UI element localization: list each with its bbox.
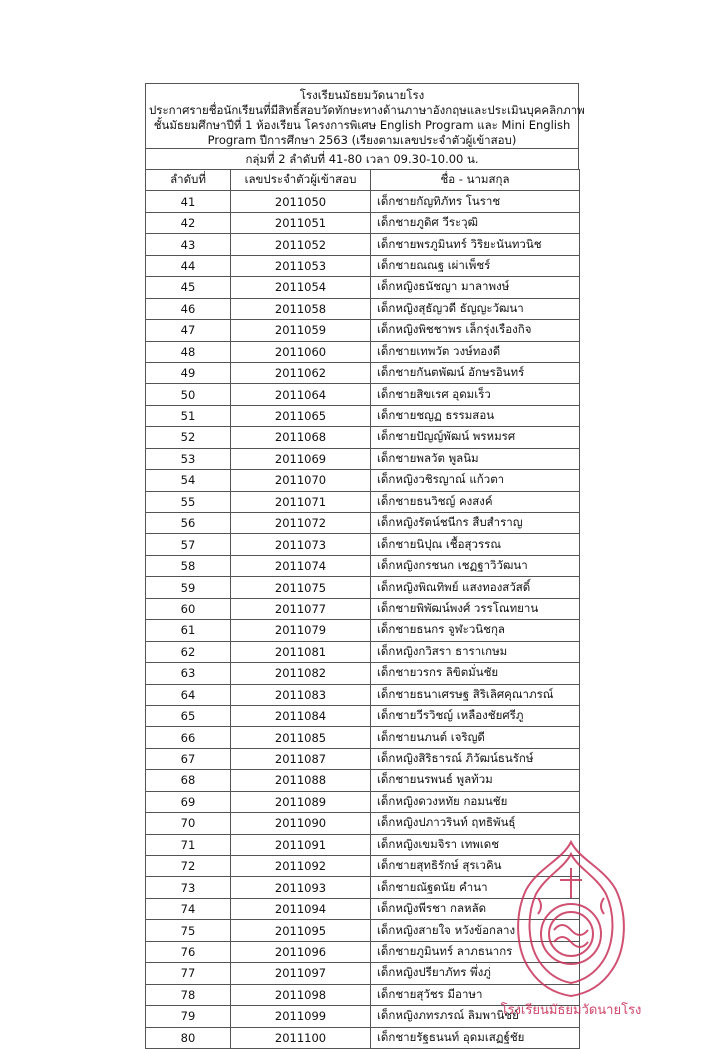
student-name-cell: เด็กชายกันตพัฒน์ อักษรอินทร์: [371, 362, 580, 383]
student-name-cell: เด็กหญิงกวิสรา ธาราเกษม: [371, 641, 580, 662]
table-row: [146, 341, 580, 362]
exam-id-cell: 2011094: [231, 898, 371, 919]
seal-text: โรงเรียนมัธยมวัดนายโรง: [500, 1003, 642, 1018]
order-cell: 71: [146, 834, 231, 855]
order-cell: 49: [146, 362, 231, 383]
student-name-cell: เด็กหญิงวชิรญาณ์ แก้วตา: [371, 470, 580, 491]
exam-id-cell: 2011065: [231, 405, 371, 426]
table-row: [146, 470, 580, 491]
order-cell: 75: [146, 920, 231, 941]
table-row: [146, 384, 580, 405]
exam-id-cell: 2011099: [231, 1006, 371, 1027]
order-cell: 46: [146, 298, 231, 319]
student-name-cell: เด็กชายณณฐ เผ่าเพ็ชร์: [371, 255, 580, 276]
student-name-cell: เด็กชายณัฐดนัย คำนา: [371, 877, 580, 898]
order-cell: 56: [146, 513, 231, 534]
student-name-cell: เด็กหญิงธนัชญา มาลาพงษ์: [371, 277, 580, 298]
table-row: [146, 320, 580, 341]
student-name-cell: เด็กหญิงพีรชา กลหลัด: [371, 898, 580, 919]
table-row: [146, 641, 580, 662]
student-name-cell: เด็กหญิงปภาวรินท์ ฤทธิพันธุ์: [371, 813, 580, 834]
student-name-cell: เด็กชายเทพวัต วงษ์ทองดี: [371, 341, 580, 362]
student-name-cell: เด็กหญิงสิริธารณ์ ภิวัฒน์ธนรักษ์: [371, 748, 580, 769]
student-name-cell: เด็กชายภูมินทร์ ลาภธนากร: [371, 941, 580, 962]
table-row: [146, 277, 580, 298]
student-name-cell: เด็กหญิงรัตน์ชนีกร สืบสำราญ: [371, 513, 580, 534]
order-cell: 45: [146, 277, 231, 298]
student-name-cell: เด็กชายธนวิชญ์ คงสงค์: [371, 491, 580, 512]
order-cell: 78: [146, 984, 231, 1005]
school-name: โรงเรียนมัธยมวัดนายโรง: [299, 88, 425, 102]
exam-id-cell: 2011054: [231, 277, 371, 298]
exam-id-cell: 2011075: [231, 577, 371, 598]
student-name-cell: เด็กชายวรกร ลิขิตมั่นชัย: [371, 663, 580, 684]
table-row: [146, 555, 580, 576]
student-name-cell: เด็กชายสุวัชร มีอาษา: [371, 984, 580, 1005]
column-header-order: ลำดับที่: [146, 170, 231, 191]
exam-id-cell: 2011074: [231, 555, 371, 576]
school-seal: [500, 838, 642, 1024]
table-row: [146, 705, 580, 726]
order-cell: 57: [146, 534, 231, 555]
student-name-cell: เด็กหญิงปรียาภัทร พึ่งภู่: [371, 963, 580, 984]
order-cell: 44: [146, 255, 231, 276]
exam-id-cell: 2011062: [231, 362, 371, 383]
order-cell: 55: [146, 491, 231, 512]
order-cell: 77: [146, 963, 231, 984]
student-name-cell: เด็กชายธนาเศรษฐ สิริเลิศคุณาภรณ์: [371, 684, 580, 705]
order-cell: 48: [146, 341, 231, 362]
order-cell: 67: [146, 748, 231, 769]
order-cell: 54: [146, 470, 231, 491]
order-cell: 68: [146, 770, 231, 791]
exam-id-cell: 2011097: [231, 963, 371, 984]
order-cell: 65: [146, 705, 231, 726]
student-name-cell: เด็กหญิงพิณทิพย์ แสงทองสวัสดิ์: [371, 577, 580, 598]
table-row: [146, 427, 580, 448]
announcement-subtitle: ชั้นมัธยมศึกษาปีที่ 1 ห้องเรียน โครงการพิเศษ English Program และ Mini English: [153, 118, 571, 132]
student-name-cell: เด็กชายนภนต์ เจริญดี: [371, 727, 580, 748]
exam-id-cell: 2011079: [231, 620, 371, 641]
student-name-cell: เด็กชายชญฏ ธรรมสอน: [371, 405, 580, 426]
exam-id-cell: 2011095: [231, 920, 371, 941]
table-row: [146, 234, 580, 255]
exam-id-cell: 2011090: [231, 813, 371, 834]
exam-id-cell: 2011091: [231, 834, 371, 855]
announcement-year: Program ปีการศึกษา 2563 (เรียงตามเลขประจำตัวผู้เข้าสอบ): [207, 133, 517, 147]
order-cell: 61: [146, 620, 231, 641]
exam-id-cell: 2011058: [231, 298, 371, 319]
exam-id-cell: 2011089: [231, 791, 371, 812]
table-row: [146, 813, 580, 834]
order-cell: 69: [146, 791, 231, 812]
order-cell: 66: [146, 727, 231, 748]
order-cell: 64: [146, 684, 231, 705]
table-row: [146, 405, 580, 426]
student-name-cell: เด็กชายวีรวิชญ์ เหลืองชัยศรีภู: [371, 705, 580, 726]
student-name-cell: เด็กหญิงภทรภรณ์ ลิมพานิชย์: [371, 1006, 580, 1027]
exam-id-cell: 2011096: [231, 941, 371, 962]
order-cell: 53: [146, 448, 231, 469]
exam-id-cell: 2011100: [231, 1027, 371, 1048]
table-row: [146, 491, 580, 512]
exam-id-cell: 2011064: [231, 384, 371, 405]
order-cell: 58: [146, 555, 231, 576]
exam-id-cell: 2011068: [231, 427, 371, 448]
order-cell: 79: [146, 1006, 231, 1027]
student-name-cell: เด็กชายรัฐธนนท์ อุดมเสฏฐ์ชัย: [371, 1027, 580, 1048]
student-name-cell: เด็กชายพลวัต พูลนิม: [371, 448, 580, 469]
column-header-exam-id: เลขประจำตัวผู้เข้าสอบ: [231, 170, 371, 191]
order-cell: 70: [146, 813, 231, 834]
exam-id-cell: 2011071: [231, 491, 371, 512]
table-row: [146, 770, 580, 791]
student-name-cell: เด็กชายกัญทิภัทร โนราช: [371, 191, 580, 212]
student-name-cell: เด็กชายนรพนธ์ พูลท้วม: [371, 770, 580, 791]
exam-id-cell: 2011087: [231, 748, 371, 769]
order-cell: 76: [146, 941, 231, 962]
table-row: [146, 255, 580, 276]
group-schedule: กลุ่มที่ 2 ลำดับที่ 41-80 เวลา 09.30-10.00 น.: [145, 148, 579, 169]
order-cell: 43: [146, 234, 231, 255]
student-name-cell: เด็กหญิงสุธัญวดี ธัญญะวัฒนา: [371, 298, 580, 319]
announcement-header: [145, 83, 585, 148]
table-row: [146, 212, 580, 233]
student-name-cell: เด็กหญิงกรชนก เชฏฐาวิวัฒนา: [371, 555, 580, 576]
column-header-name: ชื่อ - นามสกุล: [371, 170, 580, 191]
exam-id-cell: 2011072: [231, 513, 371, 534]
student-name-cell: เด็กชายธนกร จูฬะวนิชกุล: [371, 620, 580, 641]
exam-id-cell: 2011085: [231, 727, 371, 748]
exam-id-cell: 2011083: [231, 684, 371, 705]
exam-id-cell: 2011077: [231, 598, 371, 619]
table-row: [146, 577, 580, 598]
student-name-cell: เด็กหญิงเขมจิรา เทพเดช: [371, 834, 580, 855]
order-cell: 72: [146, 856, 231, 877]
student-name-cell: เด็กหญิงพิชชาพร เล็กรุ่งเรืองกิจ: [371, 320, 580, 341]
student-name-cell: เด็กชายปัญญ์พัฒน์ พรหมรศ: [371, 427, 580, 448]
table-row: [146, 448, 580, 469]
exam-id-cell: 2011051: [231, 212, 371, 233]
student-name-cell: เด็กชายนิปุณ เชื้อสุวรรณ: [371, 534, 580, 555]
student-name-cell: เด็กชายสุทธิรักษ์ สุรเวคิน: [371, 856, 580, 877]
exam-id-cell: 2011084: [231, 705, 371, 726]
table-header-row: [146, 170, 580, 191]
exam-id-cell: 2011088: [231, 770, 371, 791]
order-cell: 60: [146, 598, 231, 619]
exam-id-cell: 2011060: [231, 341, 371, 362]
table-row: [146, 748, 580, 769]
order-cell: 80: [146, 1027, 231, 1048]
table-row: [146, 513, 580, 534]
student-name-cell: เด็กหญิงสายใจ หวังข้อกลาง: [371, 920, 580, 941]
table-row: [146, 791, 580, 812]
table-row: [146, 362, 580, 383]
exam-id-cell: 2011053: [231, 255, 371, 276]
order-cell: 73: [146, 877, 231, 898]
table-row: [146, 663, 580, 684]
exam-id-cell: 2011050: [231, 191, 371, 212]
exam-id-cell: 2011059: [231, 320, 371, 341]
announcement-title: ประกาศรายชื่อนักเรียนที่มีสิทธิ์สอบวัดทักษะทางด้านภาษาอังกฤษและประเมินบุคคลิกภาพ: [149, 103, 585, 117]
exam-id-cell: 2011081: [231, 641, 371, 662]
order-cell: 63: [146, 663, 231, 684]
order-cell: 42: [146, 212, 231, 233]
order-cell: 52: [146, 427, 231, 448]
student-name-cell: เด็กชายพิพัฒน์พงศ์ วรรโณทยาน: [371, 598, 580, 619]
table-row: [146, 598, 580, 619]
table-row: [146, 1027, 580, 1048]
student-name-cell: เด็กชายภูดิศ วีระวุฒิ: [371, 212, 580, 233]
exam-id-cell: 2011052: [231, 234, 371, 255]
order-cell: 47: [146, 320, 231, 341]
order-cell: 74: [146, 898, 231, 919]
exam-id-cell: 2011073: [231, 534, 371, 555]
order-cell: 41: [146, 191, 231, 212]
table-row: [146, 298, 580, 319]
exam-id-cell: 2011069: [231, 448, 371, 469]
table-row: [146, 191, 580, 212]
student-name-cell: เด็กหญิงดวงหทัย กอมนชัย: [371, 791, 580, 812]
table-row: [146, 684, 580, 705]
exam-id-cell: 2011093: [231, 877, 371, 898]
student-name-cell: เด็กชายสิขเรศ อุดมเร็ว: [371, 384, 580, 405]
order-cell: 59: [146, 577, 231, 598]
exam-id-cell: 2011082: [231, 663, 371, 684]
order-cell: 62: [146, 641, 231, 662]
order-cell: 50: [146, 384, 231, 405]
table-row: [146, 727, 580, 748]
exam-id-cell: 2011098: [231, 984, 371, 1005]
exam-id-cell: 2011070: [231, 470, 371, 491]
table-row: [146, 534, 580, 555]
order-cell: 51: [146, 405, 231, 426]
table-row: [146, 620, 580, 641]
student-name-cell: เด็กชายพรภูมินทร์ วิริยะนันทวนิช: [371, 234, 580, 255]
exam-id-cell: 2011092: [231, 856, 371, 877]
